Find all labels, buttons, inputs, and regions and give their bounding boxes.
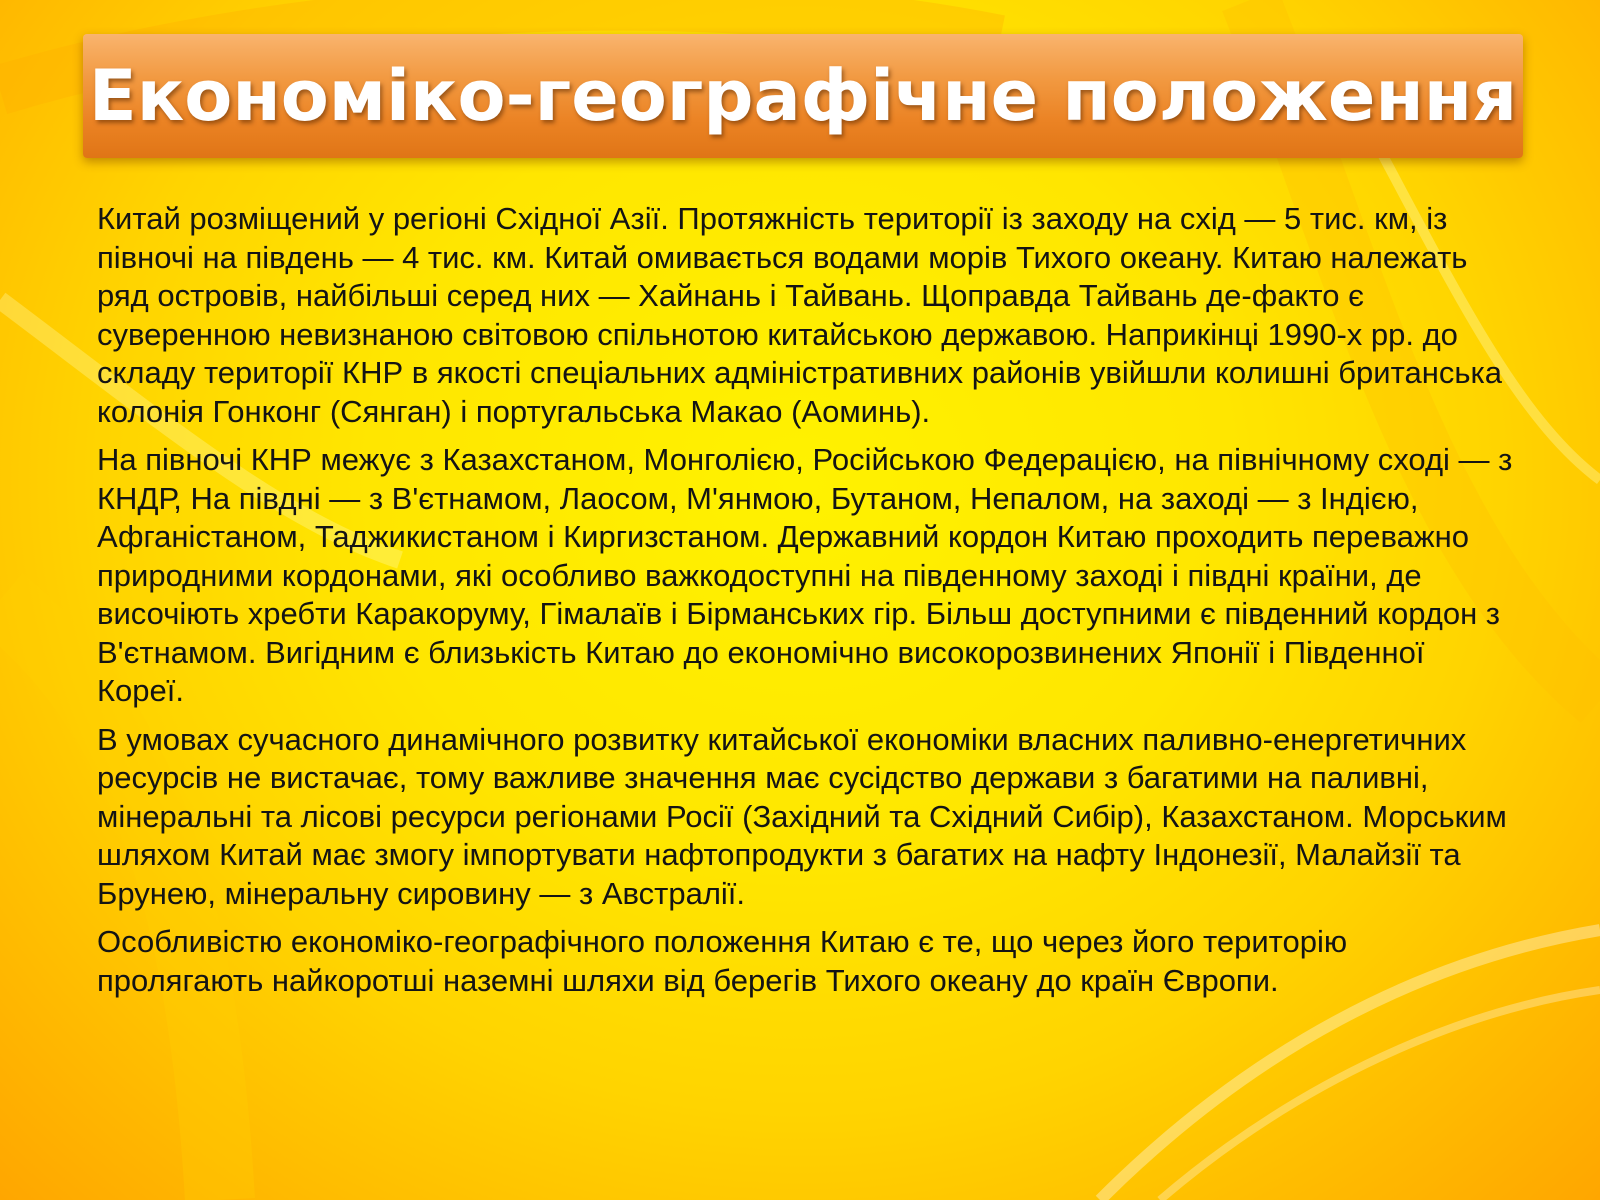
paragraph-2: На півночі КНР межує з Казахстаном, Монголією, Російською Федерацією, на північному сході — з КНДР, На півдні — з В'єтнамом, Лаосом, М'янмою, Бутаном, Непалом, на заході — з Індією, Афганістаном, Таджикистаном і Киргизстаном. Державний кордон Китаю проходить переважно природними кордонами, які особливо важкодоступні на південному заході і півдні країни, де височіють хребти Каракоруму, Гімалаїв і Бірманських гір. Більш доступними є південний кордон з В'єтнамом. Вигідним є близькість Китаю до економічно високорозвинених Японії і Південної Кореї. [97, 442, 1513, 708]
slide-title: Економіко-географічне положення [88, 55, 1518, 137]
paragraph-4: Особливістю економіко-географічного положення Китаю є те, що через його територію пролягають найкоротші наземні шляхи від берегів Тихого океану до країн Європи. [97, 924, 1348, 998]
paragraph-1: Китай розміщений у регіоні Східної Азії. Протяжність території із заходу на схід — 5 тис. км, із півночі на південь — 4 тис. км. Китай омивається водами морів Тихого океану. Китаю належать ряд островів, найбільші серед них — Хайнань і Тайвань. Щоправда Тайвань де-факто є суверенною невизнаною світовою спільнотою китайською державою. Наприкінці 1990-х рр. до складу території КНР в якості спеціальних адміністративних районів увійшли колишні британська колонія Гонконг (Сянган) і португальська Макао (Аоминь). [97, 201, 1502, 429]
title-bar [83, 34, 1523, 158]
paragraph-3: В умовах сучасного динамічного розвитку китайської економіки власних паливно-енергетичних ресурсів не вистачає, тому важливе значення має сусідство держави з багатими на паливні, мінеральні та лісові ресурси регіонами Росії (Західний та Східний Сибір), Казахстаном. Морським шляхом Китай має змогу імпортувати нафтопродукти з багатих на нафту Індонезії, Малайзії та Брунею, мінеральну сировину — з Австралії. [97, 721, 1507, 911]
slide-body [97, 200, 1517, 1010]
